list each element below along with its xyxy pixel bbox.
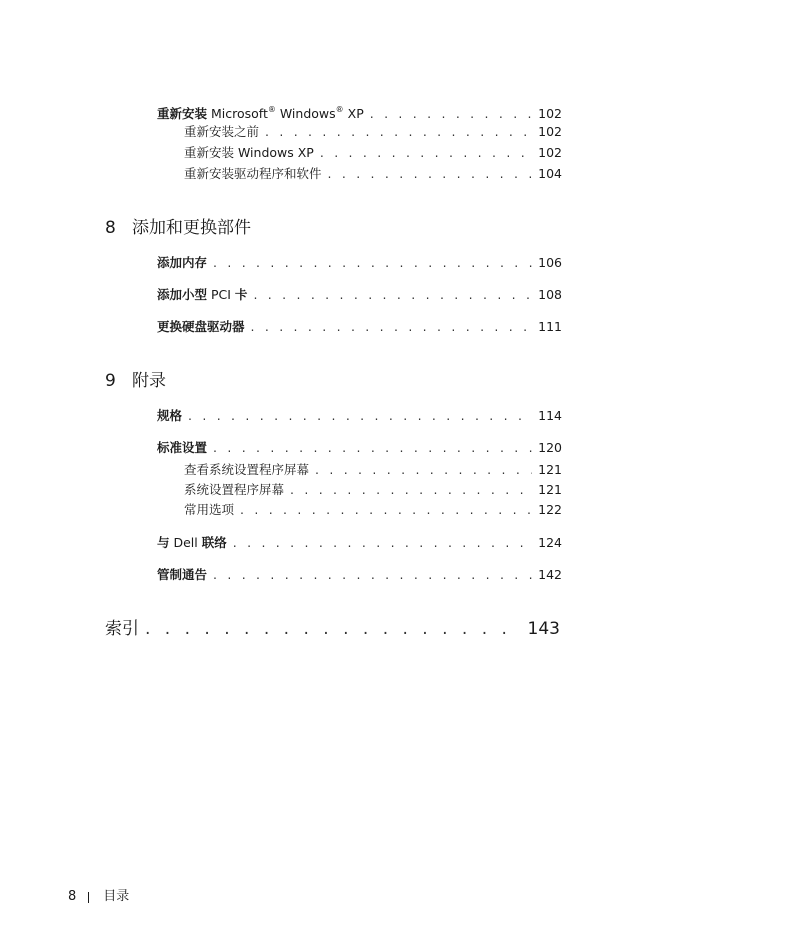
- chapter-title: 添加和更换部件: [132, 218, 251, 238]
- toc-entry-label: 标准设置: [157, 440, 208, 455]
- toc-subentry[interactable]: [184, 482, 562, 498]
- toc-subentry-label: 重新安装驱动程序和软件: [184, 166, 322, 181]
- dot-leader: [328, 166, 533, 182]
- dot-leader: [188, 408, 532, 424]
- toc-entry[interactable]: [157, 408, 562, 424]
- toc-entry-label: 添加内存: [157, 255, 208, 270]
- chapter-number: 9: [105, 371, 116, 391]
- toc-entry-label: 索引: [105, 619, 139, 639]
- toc-page-number: 143: [527, 619, 560, 639]
- chapter-title: 附录: [132, 371, 166, 391]
- toc-entry-label: 重新安装 Microsoft® Windows® XP: [157, 105, 364, 121]
- toc-page-number: 108: [538, 287, 562, 302]
- toc-subentry[interactable]: [184, 124, 562, 140]
- toc-page-number: 111: [538, 319, 562, 334]
- toc-subentry[interactable]: [184, 502, 562, 518]
- dot-leader: [315, 462, 532, 478]
- toc-subentry[interactable]: [184, 166, 562, 182]
- dot-leader: [251, 319, 533, 335]
- toc-page-number: 102: [538, 145, 562, 160]
- toc-subentry-label: 常用选项: [184, 502, 235, 517]
- toc-subentry-label: 系统设置程序屏幕: [184, 482, 285, 497]
- dot-leader: [233, 535, 532, 551]
- toc-subentry[interactable]: [184, 145, 562, 161]
- dot-leader: [290, 482, 532, 498]
- chapter-heading[interactable]: [105, 370, 166, 392]
- dot-leader: [240, 502, 532, 518]
- dot-leader: [320, 145, 532, 161]
- toc-subentry-label: 查看系统设置程序屏幕: [184, 462, 310, 477]
- toc-entry-reinstall-windows[interactable]: [157, 102, 562, 122]
- dot-leader: [253, 287, 532, 303]
- chapter-number: 8: [105, 218, 116, 238]
- dot-leader: [213, 567, 532, 583]
- toc-entry[interactable]: [157, 567, 562, 583]
- dot-leader: [370, 106, 532, 122]
- page-footer: [68, 888, 129, 906]
- toc-entry[interactable]: [157, 319, 562, 335]
- toc-page-number: 106: [538, 255, 562, 270]
- toc-page-number: 120: [538, 440, 562, 455]
- dot-leader: [213, 440, 532, 456]
- toc-page-number: 102: [538, 124, 562, 139]
- toc-page-number: 114: [538, 408, 562, 423]
- toc-entry-label: 添加小型 PCI 卡: [157, 287, 248, 302]
- toc-entry-index[interactable]: [105, 618, 560, 640]
- footer-title: 目录: [103, 889, 130, 904]
- dot-leader: [145, 618, 522, 640]
- toc-entry[interactable]: [157, 287, 562, 303]
- toc-entry-label: 更换硬盘驱动器: [157, 319, 245, 334]
- toc-page-number: 122: [538, 502, 562, 517]
- chapter-heading[interactable]: [105, 217, 251, 239]
- toc-page-number: 121: [538, 482, 562, 497]
- dot-leader: [213, 255, 532, 271]
- toc-entry[interactable]: [157, 535, 562, 551]
- toc-page-number: 142: [538, 567, 562, 582]
- dot-leader: [265, 124, 532, 140]
- toc-entry-label: 与 Dell 联络: [157, 535, 227, 550]
- toc-entry-label: 规格: [157, 408, 183, 423]
- footer-divider: [88, 892, 89, 903]
- toc-subentry-label: 重新安装 Windows XP: [184, 145, 314, 160]
- toc-page-number: 124: [538, 535, 562, 550]
- footer-page-number: 8: [68, 889, 77, 904]
- toc-entry-label: 管制通告: [157, 567, 208, 582]
- toc-entry[interactable]: [157, 255, 562, 271]
- toc-entry[interactable]: [157, 440, 562, 456]
- toc-subentry-label: 重新安装之前: [184, 124, 260, 139]
- toc-page-number: 102: [538, 106, 562, 121]
- toc-subentry[interactable]: [184, 462, 562, 478]
- toc-page-number: 121: [538, 462, 562, 477]
- toc-page-number: 104: [538, 166, 562, 181]
